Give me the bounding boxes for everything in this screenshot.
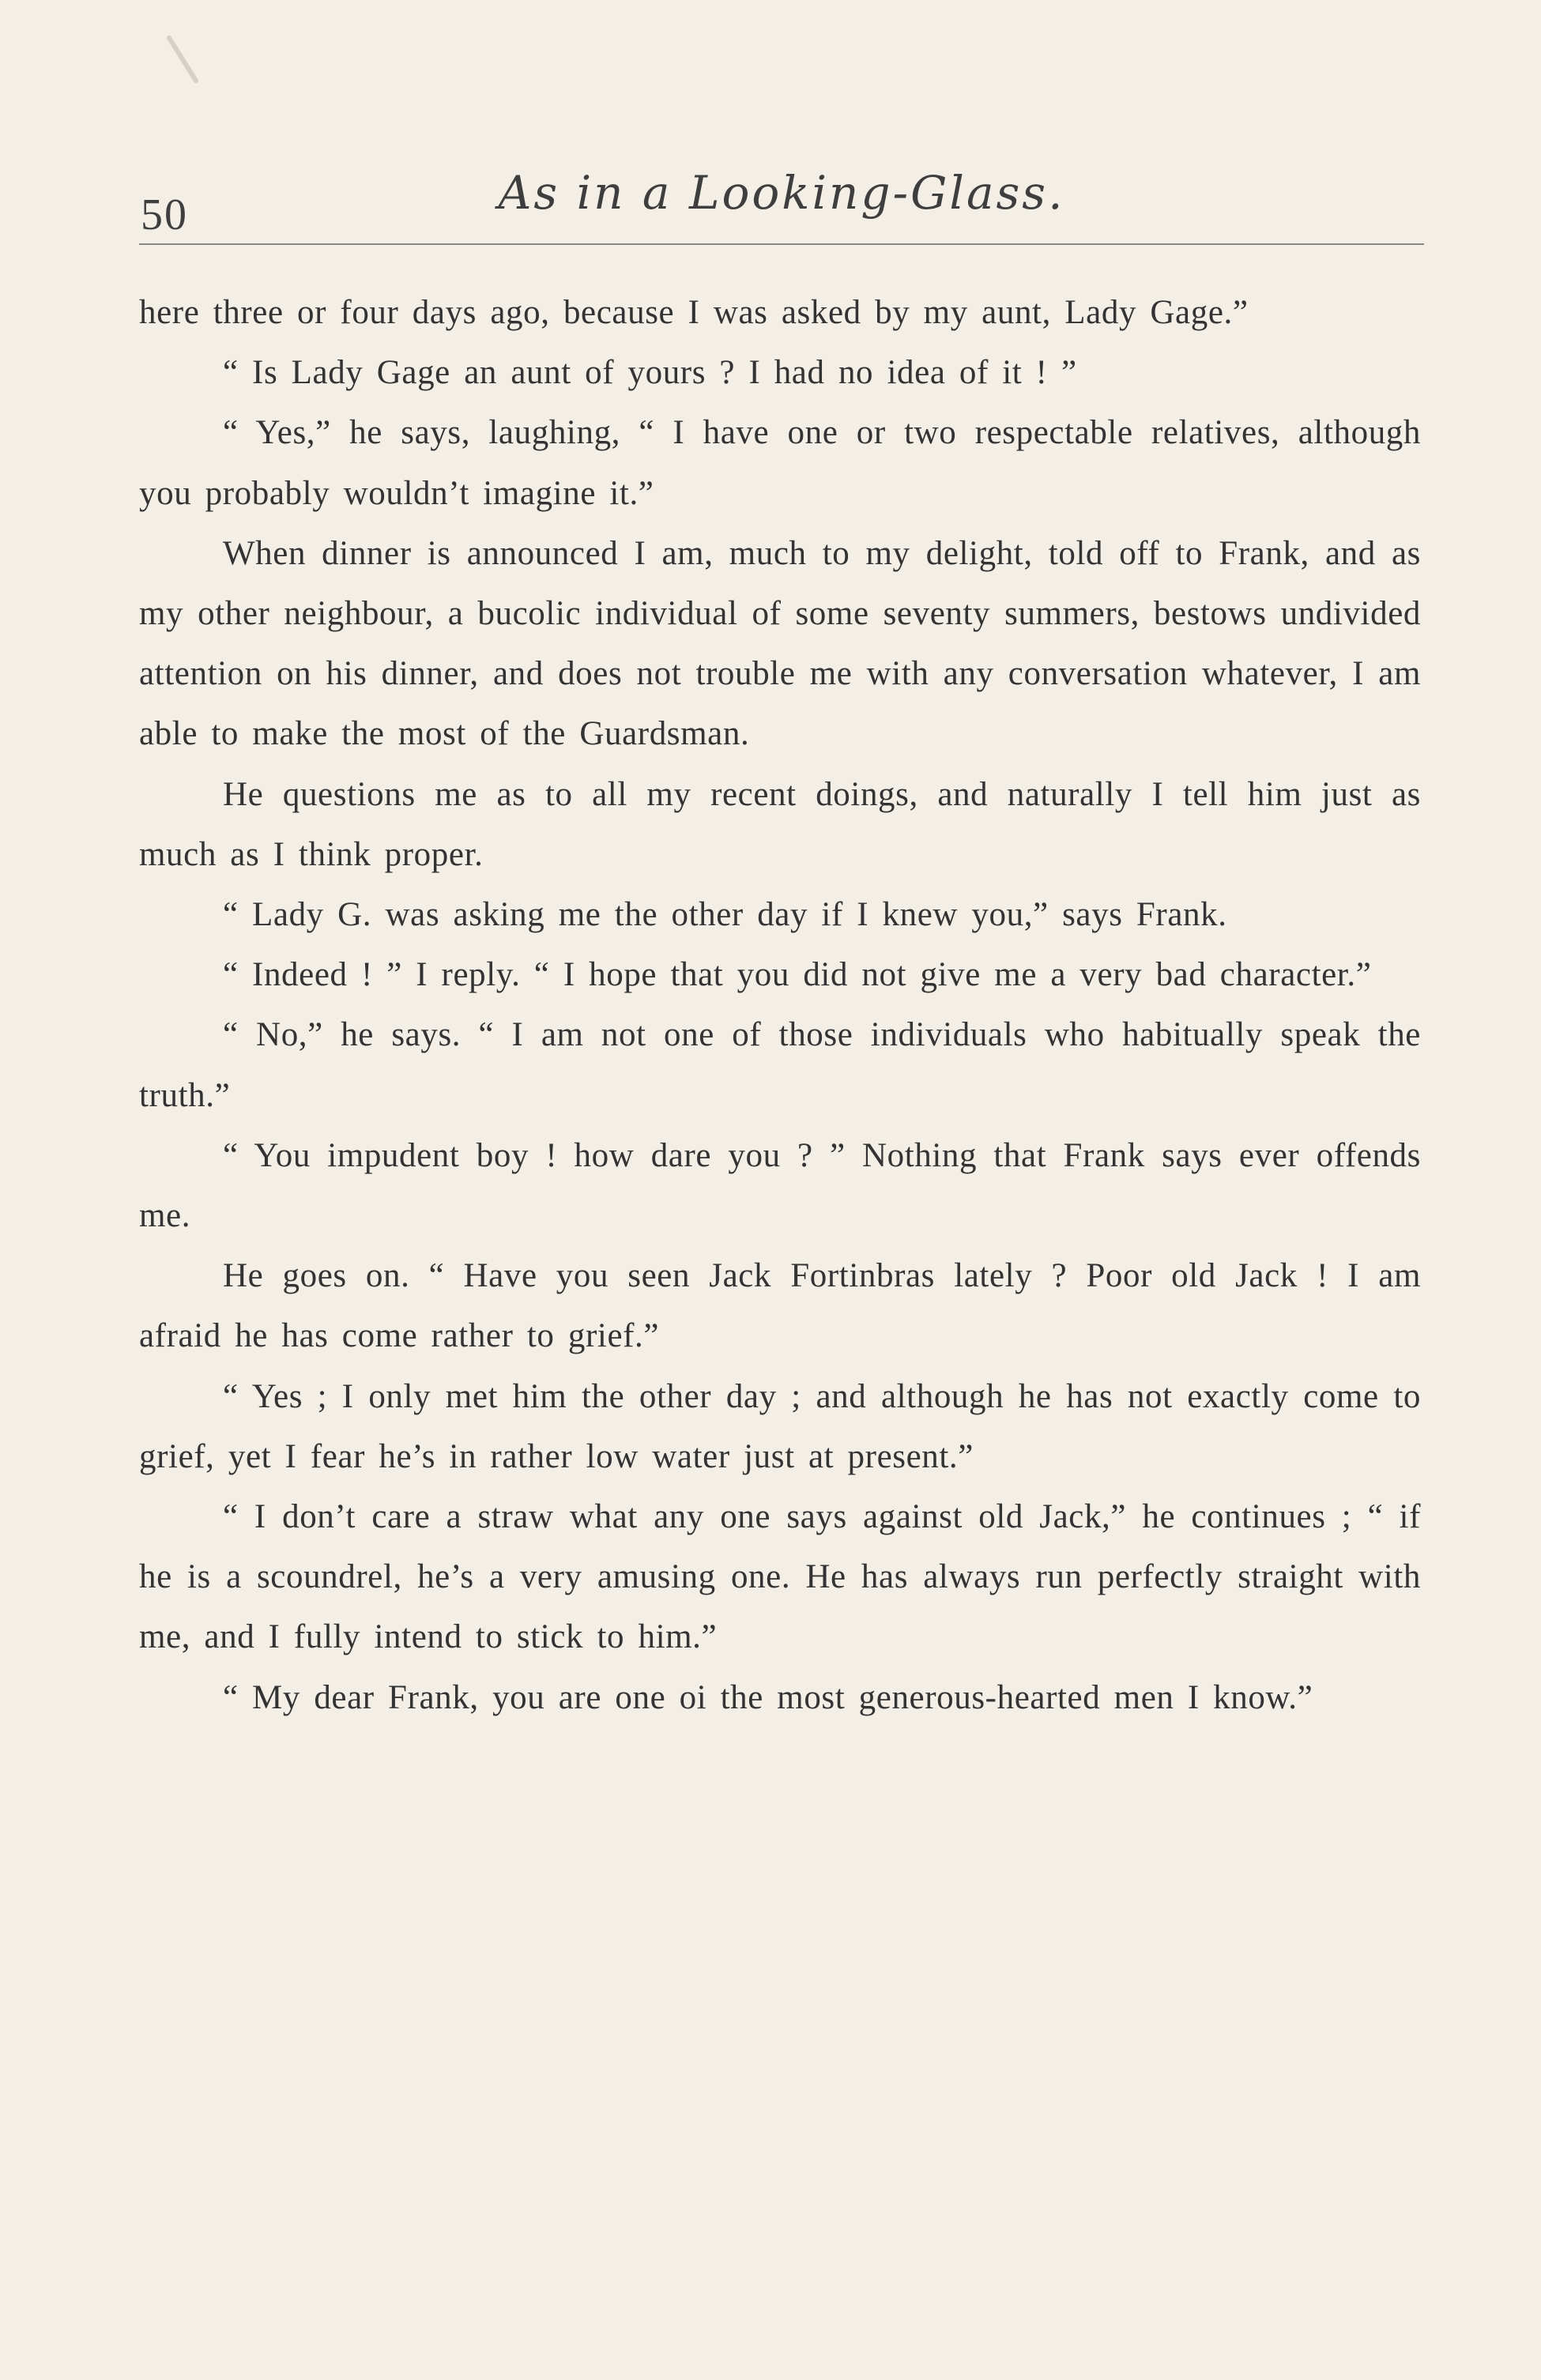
- paper-blemish: [166, 35, 199, 85]
- paragraph: He goes on. “ Have you seen Jack Fortinbras lately ? Poor old Jack ! I am afraid he has come rather to grief.”: [139, 1257, 1421, 1355]
- paragraph: “ Yes ; I only met him the other day ; and although he has not exactly come to grief, yet I fear he’s in rather low water just at present.”: [139, 1377, 1421, 1475]
- paragraph: “ Indeed ! ” I reply. “ I hope that you did not give me a very bad character.”: [223, 956, 1372, 994]
- paragraph: here three or four days ago, because I was asked by my aunt, Lady Gage.”: [139, 294, 1249, 331]
- paragraph: When dinner is announced I am, much to my delight, told off to Frank, and as my other neighbour, a bucolic individual of some seventy summers, bestows undivided attention on his dinner, and does not trouble me with any conversation whatever, I am able to make the most of the Guardsman.: [139, 534, 1421, 753]
- paragraph: “ Is Lady Gage an aunt of yours ? I had no idea of it ! ”: [223, 354, 1077, 392]
- paragraph: He questions me as to all my recent doings, and naturally I tell him just as much as I think proper.: [139, 775, 1421, 873]
- paragraph: “ Lady G. was asking me the other day if I knew you,” says Frank.: [223, 896, 1227, 934]
- paragraph: “ I don’t care a straw what any one says against old Jack,” he continues ; “ if he is a scoundrel, he’s a very amusing one. He has always run perfectly straight with me, and I fully intend to stick to him.”: [139, 1498, 1421, 1656]
- paragraph: “ My dear Frank, you are one oi the most generous-hearted men I know.”: [223, 1678, 1313, 1716]
- page-header: [139, 158, 1424, 245]
- paragraph: “ You impudent boy ! how dare you ? ” Nothing that Frank says ever offends me.: [139, 1136, 1421, 1235]
- paragraph: “ No,” he says. “ I am not one of those individuals who habitually speak the truth.”: [139, 1016, 1421, 1114]
- page-number: 50: [141, 190, 188, 239]
- body-text: [139, 283, 1421, 1728]
- paragraph: “ Yes,” he says, laughing, “ I have one or two respectable relatives, although you probably wouldn’t imagine it.”: [139, 414, 1421, 512]
- header-rule: [139, 243, 1424, 245]
- running-title: As in a Looking-Glass.: [498, 166, 1065, 220]
